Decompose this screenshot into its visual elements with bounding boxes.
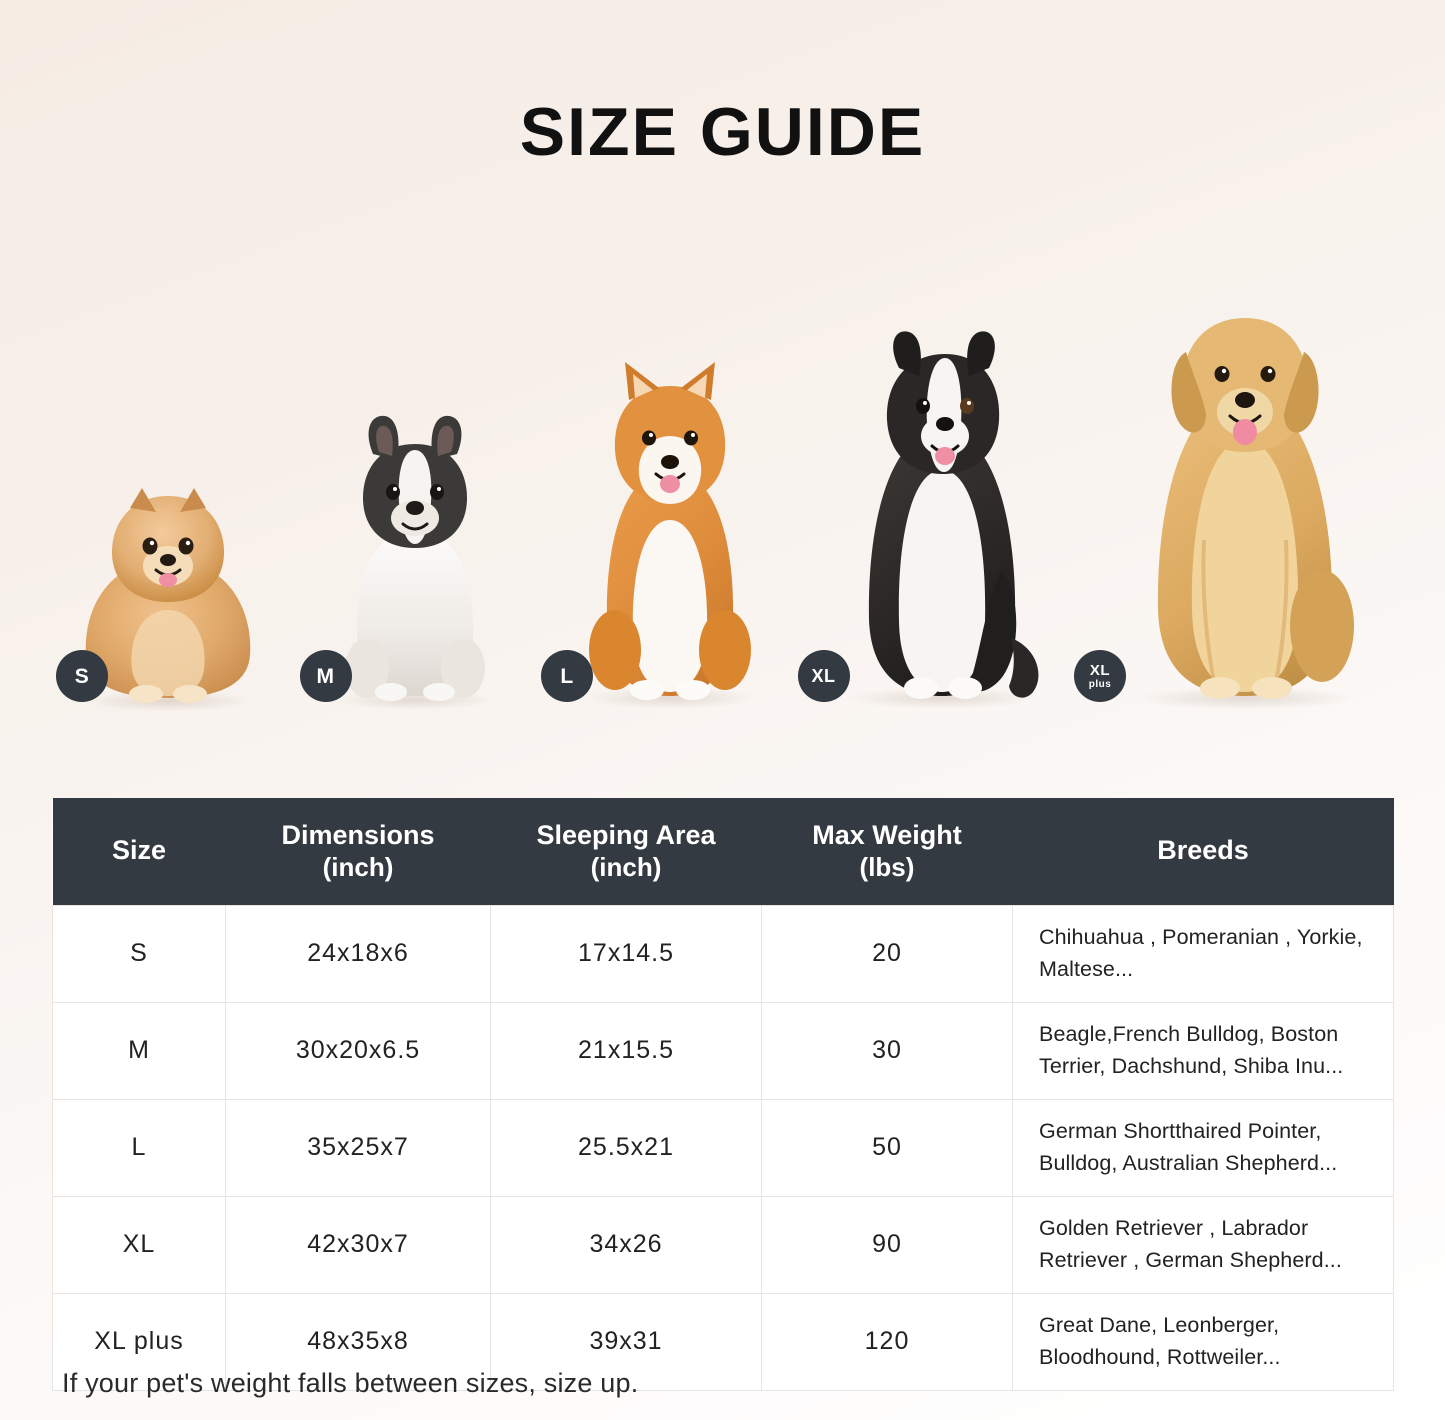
cell-size: XL plus: [53, 1293, 226, 1390]
column-header-max-weight: [762, 798, 1013, 905]
cell-size: L: [53, 1099, 226, 1196]
column-header-dimensions-label: Dimensions: [281, 820, 435, 850]
dog-slot-l: [555, 350, 785, 710]
table-header-row: [53, 798, 1394, 905]
dog-slot-xl: [811, 320, 1068, 710]
size-badge-s: [56, 650, 108, 702]
cell-sleeping-area: 25.5x21: [491, 1099, 762, 1196]
cell-max-weight: 30: [762, 1002, 1013, 1099]
column-header-sleeping-area: [491, 798, 762, 905]
size-table-body: [53, 905, 1394, 1390]
column-header-size-label: Size: [111, 835, 167, 866]
cell-breeds: Chihuahua , Pomeranian , Yorkie, Maltese...: [1013, 905, 1394, 1002]
column-header-size: [53, 798, 226, 905]
column-header-max-weight-label: Max Weight: [812, 820, 962, 850]
column-header-breeds: [1013, 798, 1394, 905]
column-header-dimensions: [226, 798, 491, 905]
cell-max-weight: 50: [762, 1099, 1013, 1196]
dog-slot-m: [308, 410, 523, 710]
cell-sleeping-area: 34x26: [491, 1196, 762, 1293]
cell-sleeping-area: 39x31: [491, 1293, 762, 1390]
table-row: [53, 905, 1394, 1002]
column-header-sleeping-area-label: Sleeping Area: [536, 820, 716, 850]
cell-breeds: Golden Retriever , Labrador Retriever , German Shepherd...: [1013, 1196, 1394, 1293]
cell-size: S: [53, 905, 226, 1002]
cell-size: XL: [53, 1196, 226, 1293]
dog-image-border-collie: [825, 320, 1060, 710]
page-title: SIZE GUIDE: [519, 94, 926, 170]
cell-sleeping-area: 21x15.5: [491, 1002, 762, 1099]
size-table-wrapper: [52, 798, 1394, 1391]
cell-dimensions: 42x30x7: [226, 1196, 491, 1293]
size-badge-xl: [798, 650, 850, 702]
dog-image-shiba-inu: [563, 350, 778, 710]
size-badge-xl-label: XL: [811, 666, 836, 686]
size-table: [52, 798, 1394, 1391]
size-badge-l: [541, 650, 593, 702]
size-badge-xl-plus-label: XL: [1089, 661, 1111, 679]
cell-dimensions: 35x25x7: [226, 1099, 491, 1196]
column-header-sleeping-area-unit: (inch): [590, 851, 662, 882]
cell-sleeping-area: 17x14.5: [491, 905, 762, 1002]
size-badge-xl-plus-sub: plus: [1088, 678, 1112, 690]
cell-max-weight: 90: [762, 1196, 1013, 1293]
size-badge-s-label: S: [74, 664, 90, 688]
dog-image-golden-retriever: [1108, 290, 1383, 710]
cell-dimensions: 24x18x6: [226, 905, 491, 1002]
cell-max-weight: 120: [762, 1293, 1013, 1390]
cell-breeds: Beagle,French Bulldog, Boston Terrier, Dachshund, Shiba Inu...: [1013, 1002, 1394, 1099]
size-badge-m: [300, 650, 352, 702]
cell-max-weight: 20: [762, 905, 1013, 1002]
footnote-text: If your pet's weight falls between sizes, size up.: [62, 1368, 639, 1398]
size-table-head: [53, 798, 1394, 905]
cell-size: M: [53, 1002, 226, 1099]
cell-breeds: German Shortthaired Pointer, Bulldog, Australian Shepherd...: [1013, 1099, 1394, 1196]
column-header-breeds-label: Breeds: [1157, 835, 1249, 866]
size-badge-l-label: L: [560, 664, 574, 688]
dog-slot-xl-plus: [1088, 290, 1390, 710]
size-badge-xl-plus: [1074, 650, 1126, 702]
dog-size-lineup: [60, 280, 1390, 710]
cell-dimensions: 48x35x8: [226, 1293, 491, 1390]
cell-breeds: Great Dane, Leonberger, Bloodhound, Rottweiler...: [1013, 1293, 1394, 1390]
column-header-max-weight-unit: (lbs): [859, 851, 915, 882]
dog-slot-s: [60, 470, 275, 710]
cell-dimensions: 30x20x6.5: [226, 1002, 491, 1099]
table-row: [53, 1196, 1394, 1293]
size-badge-m-label: M: [316, 664, 335, 688]
table-row: [53, 1002, 1394, 1099]
table-row: [53, 1099, 1394, 1196]
column-header-dimensions-unit: (inch): [322, 851, 394, 882]
